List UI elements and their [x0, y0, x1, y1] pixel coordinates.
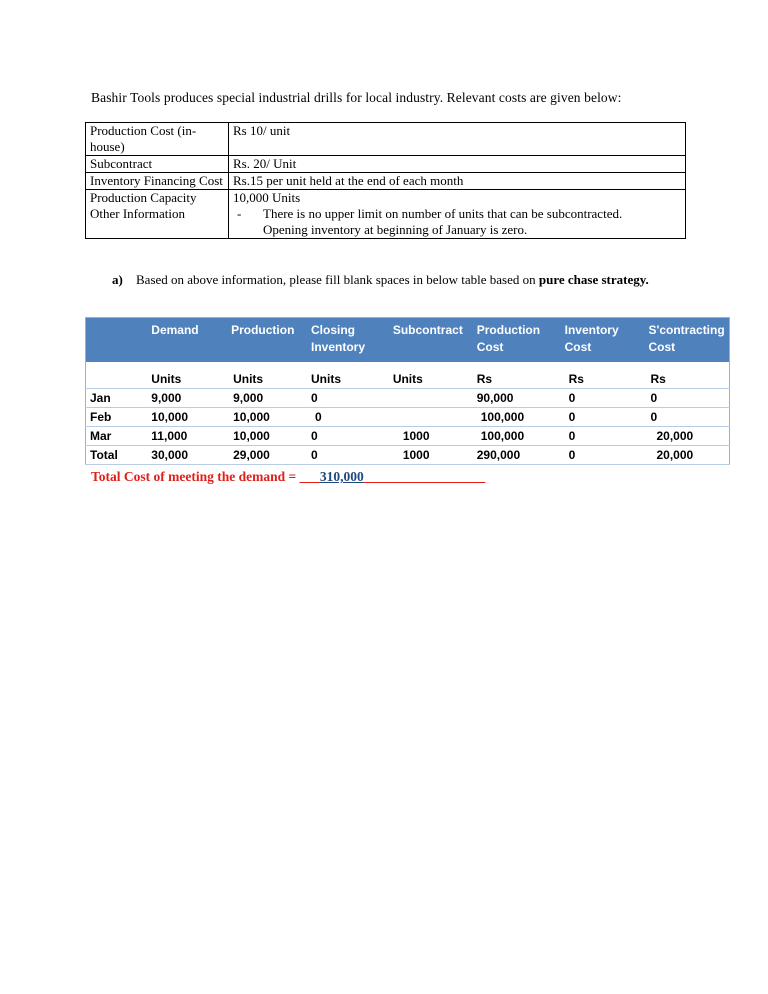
table-cell: 20,000	[636, 427, 729, 446]
table-cell: 30,000	[143, 446, 225, 465]
table-cell: 29,000	[225, 446, 307, 465]
total-cost-blank-pre: ___	[299, 469, 320, 484]
table-cell: 9,000	[143, 389, 225, 408]
question-text: Based on above information, please fill blank spaces in below table based on	[136, 272, 539, 287]
cost-label: Production Capacity	[86, 190, 229, 207]
header-inventory-cost: Inventory Cost	[555, 318, 637, 363]
header-production: Production	[225, 318, 307, 363]
table-cell: 0	[307, 389, 389, 408]
cost-row	[86, 173, 686, 190]
intro-text: Bashir Tools produces special industrial drills for local industry. Relevant costs are given below:	[91, 90, 622, 105]
capacity-value: 10,000 Units	[233, 190, 301, 205]
cost-value: Rs.15 per unit held at the end of each month	[229, 173, 686, 190]
table-cell: Mar	[86, 427, 144, 446]
header-subcontract: Subcontract	[389, 318, 473, 363]
header-production-cost: Production Cost	[473, 318, 555, 363]
table-cell: 0	[555, 427, 637, 446]
table-cell: 11,000	[143, 427, 225, 446]
table-cell	[389, 408, 473, 427]
table-cell: 0	[307, 427, 389, 446]
table-row	[86, 389, 730, 408]
cost-row	[86, 206, 686, 239]
table-cell: Rs	[636, 362, 729, 389]
table-cell: 20,000	[636, 446, 729, 465]
table-cell: 10,000	[225, 427, 307, 446]
cost-label: Inventory Financing Cost	[86, 173, 229, 190]
table-cell: 0	[307, 446, 389, 465]
cost-value	[229, 206, 686, 239]
total-cost-label: Total Cost of meeting the demand =	[91, 469, 300, 484]
table-cell: 1000	[389, 446, 473, 465]
question-label: a)	[112, 272, 123, 287]
cost-row	[86, 123, 686, 156]
table-cell: Units	[307, 362, 389, 389]
table-cell: 0	[636, 389, 729, 408]
table-cell: 0	[555, 446, 637, 465]
table-cell: Jan	[86, 389, 144, 408]
table-cell: Total	[86, 446, 144, 465]
bullet-text-1: There is no upper limit on number of units that can be subcontracted.	[263, 206, 623, 221]
cost-value: Rs 10/ unit	[229, 123, 686, 156]
total-cost-value: 310,000	[319, 469, 364, 484]
cost-table	[85, 122, 686, 239]
table-cell	[86, 362, 144, 389]
table-cell: Rs	[555, 362, 637, 389]
cost-row	[86, 156, 686, 173]
cost-label: Subcontract	[86, 156, 229, 173]
cost-value: Rs. 20/ Unit	[229, 156, 686, 173]
question-a	[112, 272, 672, 288]
cost-value	[229, 190, 686, 207]
table-cell: 290,000	[473, 446, 555, 465]
table-cell: Feb	[86, 408, 144, 427]
bullet-item	[233, 206, 681, 238]
table-cell: 10,000	[143, 408, 225, 427]
header-demand: Demand	[143, 318, 225, 363]
chase-table	[85, 317, 730, 465]
table-cell: 0	[555, 389, 637, 408]
table-cell: 0	[636, 408, 729, 427]
table-cell: Rs	[473, 362, 555, 389]
question-bold: pure chase strategy.	[538, 272, 649, 287]
cost-row	[86, 190, 686, 207]
total-cost-blank-post: __________________	[363, 469, 486, 484]
bullet-text-2: Opening inventory at beginning of January is zero.	[263, 222, 528, 237]
table-cell	[389, 389, 473, 408]
table-cell: 10,000	[225, 408, 307, 427]
table-row	[86, 427, 730, 446]
table-row	[86, 362, 730, 389]
table-cell: Units	[225, 362, 307, 389]
table-cell: 0	[555, 408, 637, 427]
total-cost-line	[91, 469, 485, 485]
bullet-dash: -	[237, 206, 242, 221]
table-row	[86, 408, 730, 427]
cost-label: Other Information	[86, 206, 229, 239]
table-cell: Units	[389, 362, 473, 389]
cost-label: Production Cost (in-house)	[86, 123, 229, 156]
table-cell: 1000	[389, 427, 473, 446]
table-cell: 0	[307, 408, 389, 427]
table-cell: 9,000	[225, 389, 307, 408]
header-row	[86, 318, 730, 363]
table-cell: 100,000	[473, 427, 555, 446]
table-cell: Units	[143, 362, 225, 389]
table-cell: 90,000	[473, 389, 555, 408]
header-scontracting-cost: S'contracting Cost	[636, 318, 729, 363]
table-cell: 100,000	[473, 408, 555, 427]
header-closing-inventory: Closing Inventory	[307, 318, 389, 363]
table-row	[86, 446, 730, 465]
header-cell	[86, 318, 144, 363]
